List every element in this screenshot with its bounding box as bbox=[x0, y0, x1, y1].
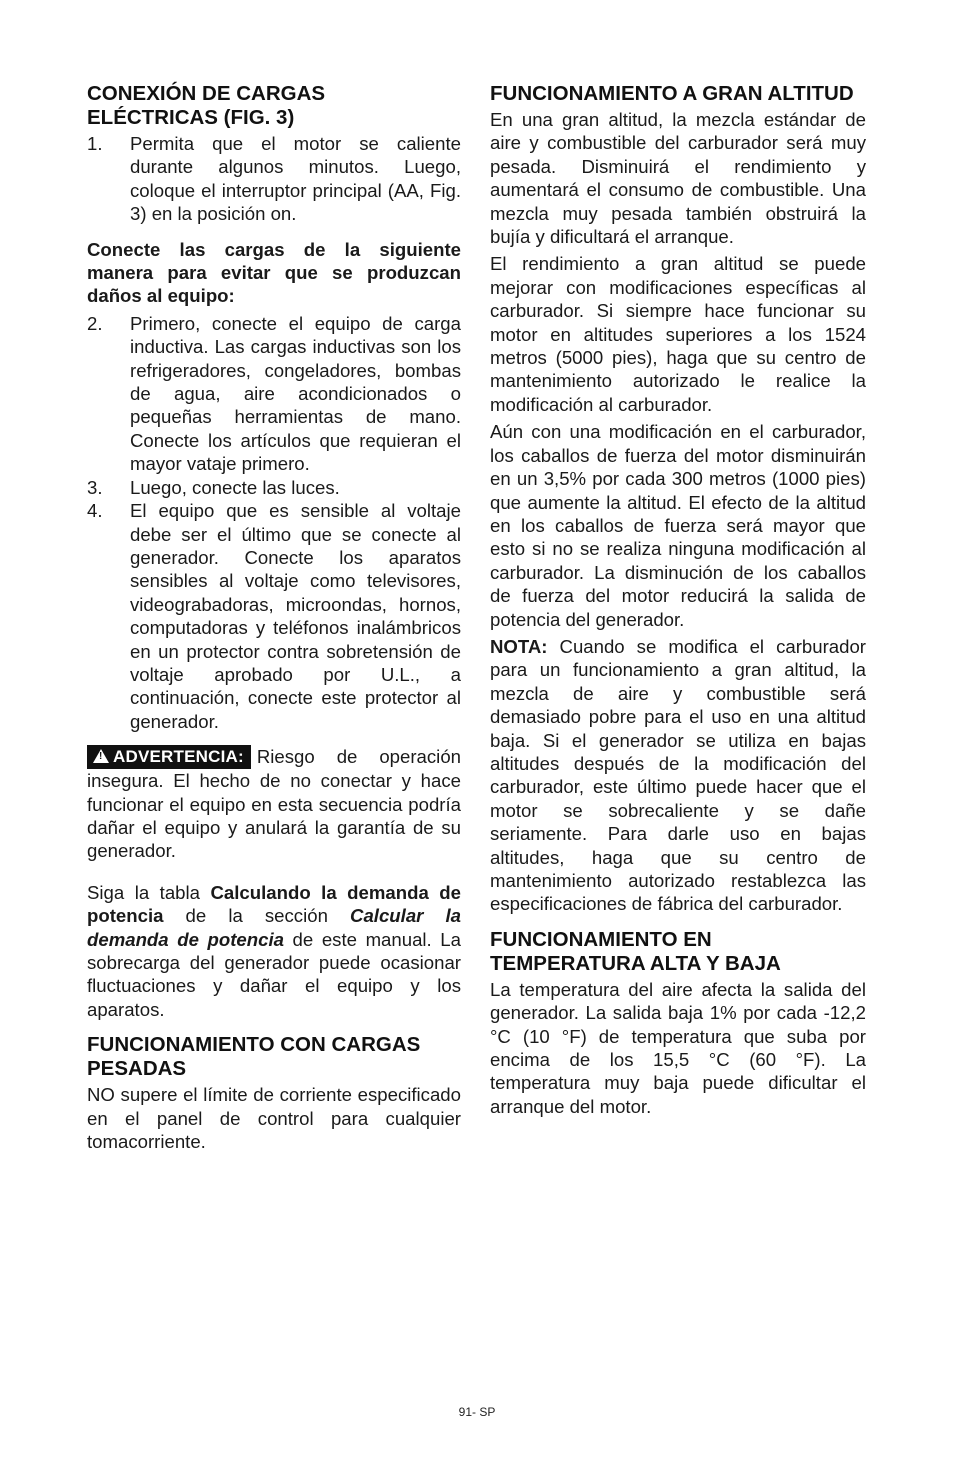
page-number: 91- SP bbox=[458, 1405, 496, 1419]
section-heading-temperature: FUNCIONAMIENTO EN TEMPERATURA ALTA Y BAJA bbox=[490, 927, 781, 975]
altitude-paragraph-1: En una gran altitud, la mezcla estándar de aire y combustible del carburador será muy pesada. Disminuirá el rendimiento y aumentará el consumo de combustible. Una mezcla muy pesada también obstruirá la bujía y dificultará el arranque. bbox=[490, 109, 866, 248]
section-heading-heavy-loads: FUNCIONAMIENTO CON CARGAS PESADAS bbox=[87, 1033, 421, 1081]
section-heading-altitude: FUNCIONAMIENTO A GRAN ALTITUD bbox=[490, 82, 854, 105]
heavy-loads-paragraph: NO supere el límite de corriente especificado en el panel de control para cualquier tomacorriente. bbox=[87, 1084, 461, 1153]
item-text: Permita que el motor se caliente durante algunos minutos. Luego, coloque el interruptor principal (AA, Fig. 3) en la posición on. bbox=[130, 133, 461, 225]
note-label: NOTA: bbox=[490, 635, 548, 657]
item-text: Luego, conecte las luces. bbox=[130, 476, 340, 498]
left-column bbox=[87, 82, 461, 1157]
item-text: El equipo que es sensible al voltaje debe ser el último que se conecte al generador. Conecte los aparatos sensibles al voltaje como televisores, videograbadoras, microondas, hornos, computadoras y teléfonos inalámbricos en un protector contra sobretensión de voltaje aprobado por U.L., a continuación, conecte este protector al generador. bbox=[130, 500, 461, 732]
note-paragraph bbox=[490, 635, 866, 916]
item-number: 3. bbox=[87, 476, 103, 498]
list-item bbox=[87, 312, 461, 476]
item-text: Primero, conecte el equipo de carga inductiva. Las cargas inductivas son los refrigeradores, congeladores, bombas de agua, aire acondicionados o pequeñas herramientas de mano. Conecte los artículos que requieran el mayor vataje primero. bbox=[130, 312, 461, 475]
item-number: 4. bbox=[87, 500, 103, 522]
warning-paragraph bbox=[87, 745, 461, 863]
steps-list-2 bbox=[87, 312, 461, 733]
section-heading-electrical-loads: CONEXIÓN DE CARGAS ELÉCTRICAS (FIG. 3) bbox=[87, 82, 326, 129]
text-run: Siga la tabla bbox=[87, 881, 211, 903]
bold-run: Calculando la demanda de potencia bbox=[87, 881, 461, 927]
text-run: de la sección bbox=[163, 905, 351, 927]
item-number: 1. bbox=[87, 133, 103, 154]
list-item bbox=[87, 132, 461, 226]
item-number: 2. bbox=[87, 312, 103, 334]
warning-triangle-icon bbox=[93, 749, 109, 763]
warning-label: ADVERTENCIA: bbox=[113, 747, 244, 767]
altitude-paragraph-3: Aún con una modificación en el carburador, los caballos de fuerza del motor disminuirán en un 3,5% por cada 300 metros (1000 pies) que aumente la altitud. El efecto de la altitud en los caballos de fuerza será mayor que esto si no se realiza ninguna modificación al carburador. La disminución de los caballos de fuerza del motor reducirá la salida de potencia del generador. bbox=[490, 421, 866, 630]
list-item bbox=[87, 476, 461, 499]
demand-paragraph bbox=[87, 881, 461, 1021]
altitude-paragraph-2: El rendimiento a gran altitud se puede mejorar con modificaciones específicas al carburador. Si siempre hace funcionar su motor en altitudes superiores a los 1524 metros (5000 pies), haga que su centro de mantenimiento autorizado le realice la modificación al carburador. bbox=[490, 253, 866, 415]
steps-list-1 bbox=[87, 132, 461, 226]
bold-note: Conecte las cargas de la siguiente manera para evitar que se produzcan daños al equipo: bbox=[87, 238, 461, 307]
right-column bbox=[490, 82, 866, 1122]
warning-badge bbox=[87, 745, 251, 769]
temperature-paragraph: La temperatura del aire afecta la salida del generador. La salida baja 1% por cada -12,2 °C (10 °F) de temperatura que suba por encima de los 15,5 °C (60 °F). La temperatura muy baja puede dificultar el arranque del motor. bbox=[490, 978, 866, 1117]
bold-italic-run: Calcular la demanda de potencia bbox=[87, 905, 461, 950]
text-run: de este manual. La sobrecarga del generador puede ocasionar fluctuaciones y dañar el equipo y los aparatos. bbox=[87, 928, 461, 1020]
note-text: Cuando se modifica el carburador para un funcionamiento a gran altitud, la mezcla de aire y combustible será demasiado pobre para el uso en una altitud baja. Si el generador se utiliza en bajas altitudes después de la modificación del carburador, este último puede hacer que el motor se sobrecaliente y se dañe seriamente. Para darle uso en bajas altitudes, haga que su centro de mantenimiento autorizado restablezca las especificaciones de fábrica del carburador. bbox=[490, 635, 866, 915]
list-item bbox=[87, 499, 461, 733]
warning-text: Riesgo de operación insegura. El hecho de no conectar y hace funcionar el equipo en esta secuencia podría dañar el equipo y anulará la garantía de su generador. bbox=[87, 746, 461, 862]
